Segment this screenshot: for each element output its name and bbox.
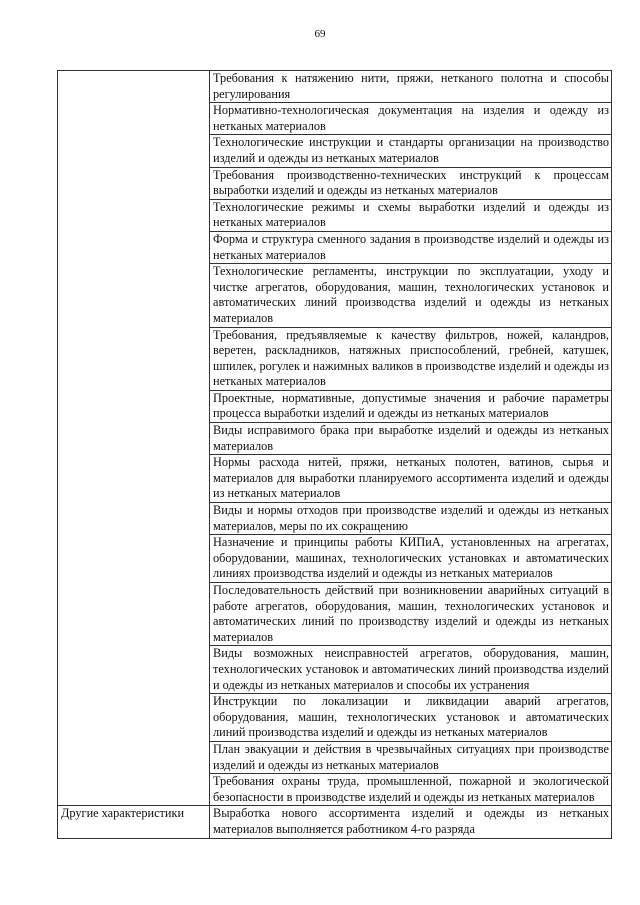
row-label-cell <box>58 583 210 646</box>
requirement-text: Проектные, нормативные, допустимые значения и рабочие параметры процесса выработки изделий и одежды из нетканых материалов <box>210 390 612 422</box>
requirement-text: План эвакуации и действия в чрезвычайных ситуациях при производстве изделий и одежды из нетканых материалов <box>210 741 612 773</box>
table-row <box>58 503 612 535</box>
table-row <box>58 583 612 646</box>
row-label-cell <box>58 71 210 103</box>
requirement-text: Требования, предъявляемые к качеству фильтров, ножей, каландров, веретен, раскладников, натяжных приспособлений, гребней, катушек, шпилек, рогулек и нажимных валиков в производстве изделий и одежды из нетканых материалов <box>210 327 612 390</box>
requirement-text: Инструкции по локализации и ликвидации аварий агрегатов, оборудования, машин, технологических установок и автоматических линий производства изделий и одежды из нетканых материалов <box>210 694 612 742</box>
table-row <box>58 390 612 422</box>
table-row-other-characteristics <box>58 806 612 838</box>
requirement-text: Нормы расхода нитей, пряжи, нетканых полотен, ватинов, сырья и материалов для выработки планируемого ассортимента изделий и одежды из нетканых материалов <box>210 455 612 503</box>
requirement-text: Технологические регламенты, инструкции по эксплуатации, уходу и чистке агрегатов, оборудования, машин, технологических установок и автоматических линий производства изделий и одежды из нетканых материалов <box>210 264 612 327</box>
table-row <box>58 774 612 806</box>
requirement-text: Требования производственно-технических инструкций к процессам выработки изделий и одежды из нетканых материалов <box>210 167 612 199</box>
row-label-cell <box>58 535 210 583</box>
table-row <box>58 741 612 773</box>
other-characteristics-label: Другие характеристики <box>58 806 210 838</box>
other-characteristics-text: Выработка нового ассортимента изделий и одежды из нетканых материалов выполняется работником 4-го разряда <box>210 806 612 838</box>
row-label-cell <box>58 135 210 167</box>
row-label-cell <box>58 103 210 135</box>
table-row <box>58 455 612 503</box>
table-row <box>58 103 612 135</box>
requirement-text: Форма и структура сменного задания в производстве изделий и одежды из нетканых материалов <box>210 231 612 263</box>
row-label-cell <box>58 774 210 806</box>
row-label-cell <box>58 327 210 390</box>
table-row <box>58 71 612 103</box>
row-label-cell <box>58 423 210 455</box>
table-row <box>58 231 612 263</box>
table-row <box>58 135 612 167</box>
row-label-cell <box>58 455 210 503</box>
table-row <box>58 167 612 199</box>
row-label-cell <box>58 694 210 742</box>
requirement-text: Виды возможных неисправностей агрегатов, оборудования, машин, технологических установок и автоматических линий производства изделий и одежды из нетканых материалов и способы их устранения <box>210 646 612 694</box>
row-label-cell <box>58 741 210 773</box>
requirement-text: Технологические инструкции и стандарты организации на производство изделий и одежды из нетканых материалов <box>210 135 612 167</box>
table-row <box>58 646 612 694</box>
row-label-cell <box>58 390 210 422</box>
requirement-text: Назначение и принципы работы КИПиА, установленных на агрегатах, оборудовании, машинах, технологических установках и автоматических линиях производства изделий и одежды из нетканых материалов <box>210 535 612 583</box>
requirement-text: Технологические режимы и схемы выработки изделий и одежды из нетканых материалов <box>210 199 612 231</box>
table-row <box>58 264 612 327</box>
table-row <box>58 694 612 742</box>
row-label-cell <box>58 199 210 231</box>
knowledge-table <box>57 70 612 839</box>
table-row <box>58 535 612 583</box>
row-label-cell <box>58 231 210 263</box>
page-number: 69 <box>314 28 326 40</box>
row-label-cell <box>58 646 210 694</box>
requirement-text: Виды исправимого брака при выработке изделий и одежды из нетканых материалов <box>210 423 612 455</box>
row-label-cell <box>58 264 210 327</box>
table-row <box>58 423 612 455</box>
table-row <box>58 327 612 390</box>
requirement-text: Требования охраны труда, промышленной, пожарной и экологической безопасности в производстве изделий и одежды из нетканых материалов <box>210 774 612 806</box>
requirements-body <box>58 71 612 839</box>
requirement-text: Нормативно-технологическая документация на изделия и одежду из нетканых материалов <box>210 103 612 135</box>
requirement-text: Последовательность действий при возникновении аварийных ситуаций в работе агрегатов, оборудования, машин, технологических установок и автоматических линий по производству изделий и одежды из нетканых материалов <box>210 583 612 646</box>
requirement-text: Требования к натяжению нити, пряжи, нетканого полотна и способы регулирования <box>210 71 612 103</box>
table-row <box>58 199 612 231</box>
row-label-cell <box>58 503 210 535</box>
requirement-text: Виды и нормы отходов при производстве изделий и одежды из нетканых материалов, меры по их сокращению <box>210 503 612 535</box>
row-label-cell <box>58 167 210 199</box>
